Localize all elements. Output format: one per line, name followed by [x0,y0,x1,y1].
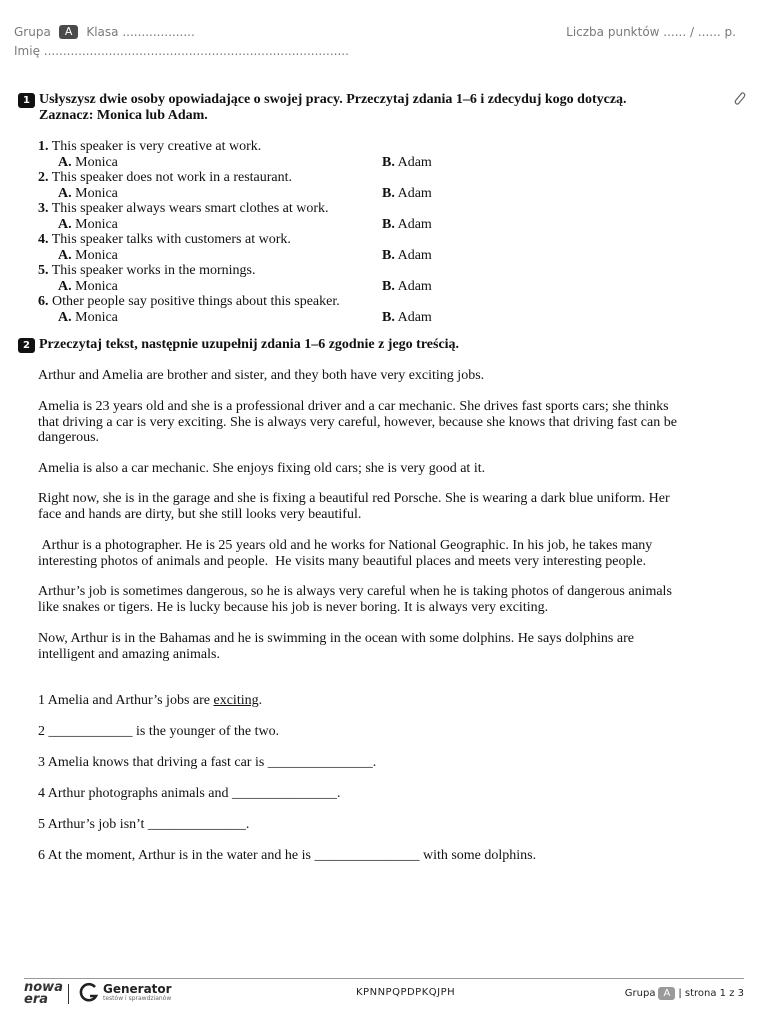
question-text: This speaker talks with customers at work. [51,232,291,247]
option-b-text: Adam [397,278,432,294]
option-a-text: Monica [75,185,118,201]
completion-sentence[interactable]: 6 At the moment, Arthur is in the water and he is _______________ with some dolphins. [38,848,537,863]
option-a[interactable] [58,155,118,171]
nowa-era-logo [24,982,63,1006]
option-b-label: B. [382,278,395,294]
option-a-label: A. [58,216,72,232]
paragraph: Amelia is 23 years old and she is a professional driver and a car mechanic. She drives fast sports cars; she thinks that driving a car is very exciting. She is always very careful, however, because she knows that driving fast can be dangerous. [38,399,677,445]
option-b-label: B. [382,309,395,325]
option-b-text: Adam [397,216,432,232]
option-b-text: Adam [397,185,432,201]
option-a[interactable] [58,186,118,202]
option-b-label: B. [382,185,395,201]
question-number: 5. [38,263,49,278]
question-text: Other people say positive things about this speaker. [52,294,340,309]
answer-options [38,186,458,202]
group-label: Grupa [14,25,51,39]
option-b[interactable] [382,155,432,171]
task2-heading [18,337,459,353]
option-a-text: Monica [75,278,118,294]
sentence-end: . [258,693,263,708]
option-b[interactable] [382,310,432,326]
option-a-label: A. [58,185,72,201]
option-b-label: B. [382,216,395,232]
paragraph: Amelia is also a car mechanic. She enjoys fixing old cars; she is very good at it. [38,461,486,476]
sentence-answer[interactable]: exciting [213,693,259,708]
answer-options [38,310,458,326]
option-b-text: Adam [397,309,432,325]
completion-sentence[interactable]: 2 ____________ is the younger of the two. [38,724,280,739]
answer-options [38,279,458,295]
option-b-label: B. [382,154,395,170]
answer-options [38,217,458,233]
option-b[interactable] [382,279,432,295]
option-a-text: Monica [75,154,118,170]
generator-title: Generator [103,982,172,996]
task2-instruction: Przeczytaj tekst, następnie uzupełnij zdania 1–6 zgodnie z jego treścią. [39,337,460,352]
logo-separator [68,984,69,1004]
option-a-text: Monica [75,247,118,263]
logo-era-text: era [24,992,49,1007]
option-a-label: A. [58,154,72,170]
option-a-label: A. [58,247,72,263]
option-b-text: Adam [397,247,432,263]
task1-question-list [38,139,458,325]
task1-instruction: Usłyszysz dwie osoby opowiadające o swojej pracy. Przeczytaj zdania 1–6 i zdecyduj kogo dotyczą. [39,92,627,107]
question-number: 4. [38,232,49,247]
answer-options [38,155,458,171]
page-info [625,987,744,1000]
answer-options [38,248,458,264]
footer-group-badge: A [658,987,675,1000]
task1-instruction-2: Zaznacz: Monica lub Adam. [39,108,208,123]
question-number: 3. [38,201,49,216]
task2-number: 2 [18,338,35,353]
question-text: This speaker is very creative at work. [51,139,262,154]
question-number: 6. [38,294,49,309]
option-b-text: Adam [397,154,432,170]
question-stem [38,232,458,248]
option-a-text: Monica [75,216,118,232]
class-label: Klasa ................... [86,25,195,39]
test-code: KPNNPQPDPKQJPH [356,987,456,998]
option-a[interactable] [58,217,118,233]
task1-number: 1 [18,93,35,108]
question-stem [38,201,458,217]
completion-sentence[interactable]: 5 Arthur’s job isn’t ______________. [38,817,250,832]
footer-divider [24,978,744,979]
paperclip-icon[interactable] [732,91,746,107]
option-b[interactable] [382,217,432,233]
footer-group-label: Grupa [624,988,656,999]
points-label: Liczba punktów ...... / ...... p. [566,25,736,39]
name-label: Imię ................................................................................ [14,44,349,58]
question-stem [38,263,458,279]
page-number: | strona 1 z 3 [678,988,744,999]
question-text: This speaker always wears smart clothes at work. [51,201,329,216]
paragraph: Right now, she is in the garage and she is fixing a beautiful red Porsche. She is wearing a dark blue uniform. Her face and hands are dirty, but she still looks very beautiful. [38,491,670,522]
question-number: 1. [38,139,49,154]
option-a-label: A. [58,309,72,325]
option-b[interactable] [382,248,432,264]
question-stem [38,294,458,310]
task1-heading [18,92,678,124]
question-stem [38,139,458,155]
option-a[interactable] [58,310,118,326]
header-group-class [14,25,195,39]
completion-sentence [38,693,262,709]
sentence-text: 1 Amelia and Arthur’s jobs are [38,693,214,708]
completion-sentence[interactable]: 4 Arthur photographs animals and _______________. [38,786,341,801]
option-a[interactable] [58,279,118,295]
paragraph: Arthur is a photographer. He is 25 years old and he works for National Geographic. In his job, he takes many interesting photos of animals and people. He visits many beautiful places and meets very interesting people. [38,538,656,569]
question-text: This speaker works in the mornings. [51,263,256,278]
option-a-text: Monica [75,309,118,325]
logo-nowa-text: nowa [24,980,63,995]
question-stem [38,170,458,186]
completion-sentence[interactable]: 3 Amelia knows that driving a fast car is _______________. [38,755,377,770]
option-b[interactable] [382,186,432,202]
generator-subtitle: testów i sprawdzianów [103,995,172,1002]
option-a[interactable] [58,248,118,264]
paragraph: Arthur and Amelia are brother and sister, and they both have very exciting jobs. [38,368,485,383]
question-text: This speaker does not work in a restaurant. [51,170,293,185]
paragraph: Arthur’s job is sometimes dangerous, so he is always very careful when he is taking photos of dangerous animals like snakes or tigers. He is lucky because his job is never boring. It is always very exciting. [38,584,672,615]
generator-logo [78,982,172,1004]
generator-g-icon [78,982,100,1004]
question-number: 2. [38,170,49,185]
option-a-label: A. [58,278,72,294]
option-b-label: B. [382,247,395,263]
paragraph: Now, Arthur is in the Bahamas and he is swimming in the ocean with some dolphins. He says dolphins are intelligent and amazing animals. [38,631,634,662]
group-badge: A [59,25,79,39]
